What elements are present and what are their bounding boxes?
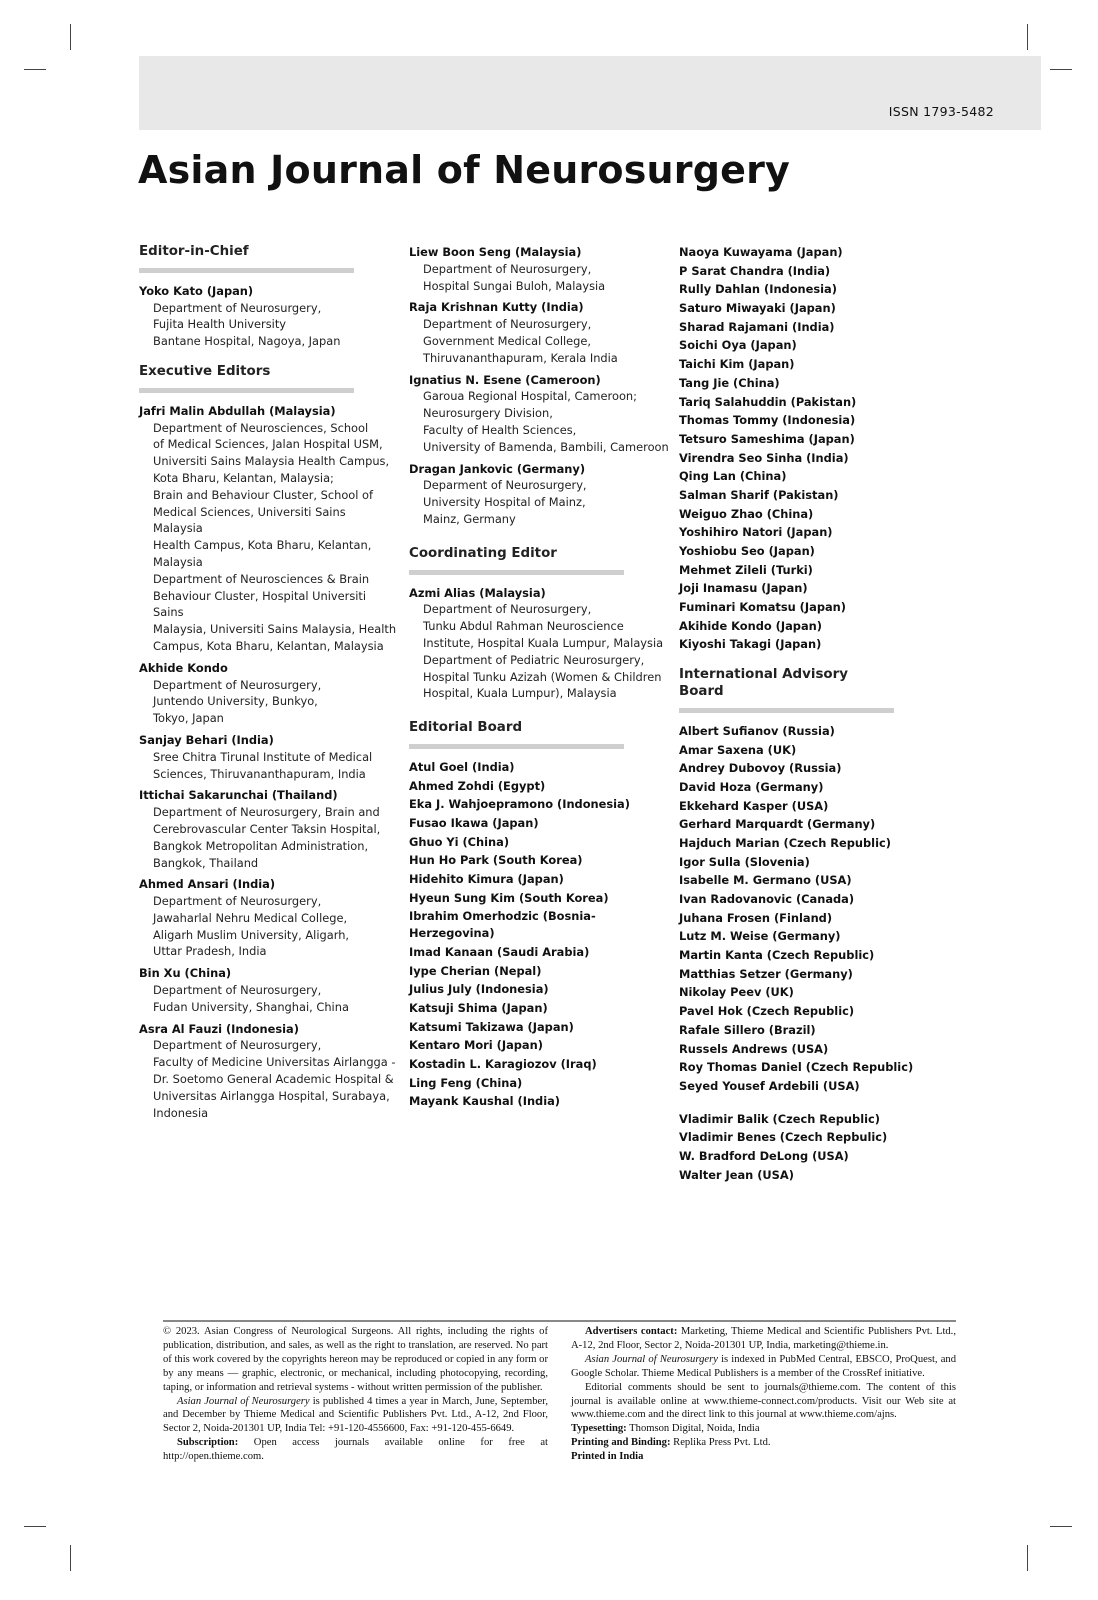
copyright-notice: © 2023. Asian Congress of Neurological Surgeons. All rights, including the rights of publication, distribution, and sales, as well as the right to translation, are reserved. No part of this work covered by the copyrights hereon may be reproduced or copied in any form or by any means — graphic, electronic, or mechanical, including photocopying, recording, taping, or information and retrieval systems - without written permission of the publisher. xyxy=(163,1326,548,1393)
board-member-name: Rafale Sillero (Brazil) xyxy=(679,1022,816,1037)
editor-affiliation-line: Aligarh Muslim University, Aligarh, xyxy=(153,927,350,942)
editorial-board-list xyxy=(409,759,669,1110)
crop-mark xyxy=(1050,69,1072,70)
editor-affiliation-line: Malaysia, Universiti Sains Malaysia, Health xyxy=(153,622,397,637)
board-member-name: Eka J. Wahjoepramono (Indonesia) xyxy=(409,797,630,812)
editor-affiliation-line: Medical Sciences, Universiti Sains Malaysia xyxy=(153,504,346,536)
crop-mark xyxy=(1050,1526,1072,1527)
board-member-name: P Sarat Chandra (India) xyxy=(679,263,831,278)
editor-affiliation-line: Indonesia xyxy=(153,1105,209,1120)
editor-affiliation-line: Department of Pediatric Neurosurgery, xyxy=(423,652,645,667)
editor-affiliation-line: Cerebrovascular Center Taksin Hospital, xyxy=(153,821,381,836)
board-member-name: Soichi Oya (Japan) xyxy=(679,338,797,353)
editor-affiliation-line: Tokyo, Japan xyxy=(153,711,224,726)
crop-mark xyxy=(24,69,46,70)
editor-affiliation-line: Uttar Pradesh, India xyxy=(153,944,267,959)
board-member-name: W. Bradford DeLong (USA) xyxy=(679,1148,849,1163)
executive-editors-continued xyxy=(409,244,669,528)
board-member-name: Atul Goel (India) xyxy=(409,759,515,774)
editor-name: Yoko Kato (Japan) xyxy=(139,283,254,298)
editor-affiliation-line: Department of Neurosurgery, xyxy=(153,894,322,909)
editor-affiliation-line: University Hospital of Mainz, xyxy=(423,495,586,510)
board-member-name: Kiyoshi Takagi (Japan) xyxy=(679,637,822,652)
international-advisory-board-list-2 xyxy=(679,1111,939,1184)
editor-affiliation-line: Department of Neurosurgery, xyxy=(423,602,592,617)
editor-entry xyxy=(409,299,669,366)
editor-affiliation-line: Brain and Behaviour Cluster, School of xyxy=(153,487,374,502)
editor-affiliation-line: Campus, Kota Bharu, Kelantan, Malaysia xyxy=(153,638,384,653)
board-member-name: Juhana Frosen (Finland) xyxy=(679,910,833,925)
editor-affiliation-line: Fujita Health University xyxy=(153,317,287,332)
editor-name: Jafri Malin Abdullah (Malaysia) xyxy=(139,403,336,418)
editor-affiliation-line: Jawaharlal Nehru Medical College, xyxy=(153,910,348,925)
board-member-name: Ahmed Zohdi (Egypt) xyxy=(409,778,546,793)
board-member-name: Martin Kanta (Czech Republic) xyxy=(679,948,875,963)
board-member-name: Andrey Dubovoy (Russia) xyxy=(679,761,842,776)
column-1 xyxy=(139,244,399,1135)
board-member-name: Mehmet Zileli (Turki) xyxy=(679,562,813,577)
editor-in-chief-list xyxy=(139,283,399,350)
editor-affiliation-line: Juntendo University, Bunkyo, xyxy=(153,694,318,709)
editor-affiliation-line: Government Medical College, xyxy=(423,333,592,348)
board-member-name: Joji Inamasu (Japan) xyxy=(679,581,808,596)
executive-editors-list xyxy=(139,403,399,1122)
journal-title: Asian Journal of Neurosurgery xyxy=(138,148,791,192)
editor-affiliation-line: Health Campus, Kota Bharu, Kelantan, xyxy=(153,538,372,553)
editor-affiliation-line: Kota Bharu, Kelantan, Malaysia; xyxy=(153,470,334,485)
editor-affiliation-line: Bangkok, Thailand xyxy=(153,855,259,870)
board-member-name: Taichi Kim (Japan) xyxy=(679,357,795,372)
column-2 xyxy=(409,244,669,1124)
editor-affiliation-line: Dr. Soetomo General Academic Hospital & xyxy=(153,1072,394,1087)
editorial-comments: Editorial comments should be sent to journals@thieme.com. The content of this journal is available online at www.thieme-connect.com/products. Visit our Web site at www.thieme.com and the direct link to this journal at www.thieme.com/ajns. xyxy=(571,1381,956,1421)
board-member-name: Fusao Ikawa (Japan) xyxy=(409,815,539,830)
board-member-name: Weiguo Zhao (China) xyxy=(679,506,814,521)
board-member-name: Roy Thomas Daniel (Czech Republic) xyxy=(679,1060,914,1075)
editor-entry xyxy=(139,732,399,782)
coordinating-editor-section xyxy=(409,546,669,702)
advertisers-contact: Advertisers contact: Marketing, Thieme Medical and Scientific Publishers Pvt. Ltd., A-12, 2nd Floor, Sector 2, Noida-201301 UP, India, marketing@thieme.in. xyxy=(571,1326,956,1351)
board-member-name: Ivan Radovanovic (Canada) xyxy=(679,892,855,907)
editor-name: Asra Al Fauzi (Indonesia) xyxy=(139,1021,299,1036)
board-member-name: Salman Sharif (Pakistan) xyxy=(679,487,839,502)
board-member-name: Hyeun Sung Kim (South Korea) xyxy=(409,890,609,905)
issn: ISSN 1793-5482 xyxy=(888,104,994,119)
board-member-name: Ekkehard Kasper (USA) xyxy=(679,798,829,813)
editor-entry xyxy=(409,585,669,703)
editor-name: Raja Krishnan Kutty (India) xyxy=(409,300,584,315)
board-member-name: Hidehito Kimura (Japan) xyxy=(409,872,564,887)
editor-name: Liew Boon Seng (Malaysia) xyxy=(409,245,582,259)
international-advisory-board-list xyxy=(679,723,939,1095)
editor-name: Bin Xu (China) xyxy=(139,966,232,981)
editor-affiliation-line: Department of Neurosurgery, xyxy=(153,1038,322,1053)
board-member-name: Igor Sulla (Slovenia) xyxy=(679,854,810,869)
editor-affiliation-line: of Medical Sciences, Jalan Hospital USM, xyxy=(153,437,383,452)
editor-affiliation-line: Bantane Hospital, Nagoya, Japan xyxy=(153,334,341,349)
column-3 xyxy=(679,244,939,1197)
editor-name: Sanjay Behari (India) xyxy=(139,732,274,747)
printing-info: Printing and Binding: Replika Press Pvt. Ltd. xyxy=(571,1437,771,1449)
typesetting-info: Typesetting: Thomson Digital, Noida, India xyxy=(571,1423,760,1435)
editor-in-chief-section xyxy=(139,244,399,350)
journal-name: Asian Journal of Neurosurgery xyxy=(177,1395,310,1407)
editor-entry xyxy=(139,660,399,727)
editor-name: Ignatius N. Esene (Cameroon) xyxy=(409,372,601,387)
board-member-name: Rully Dahlan (Indonesia) xyxy=(679,282,837,297)
crop-mark xyxy=(70,1545,71,1571)
editor-affiliation-line: Hospital Tunku Azizah (Women & Children xyxy=(423,669,662,684)
board-member-name: Pavel Hok (Czech Republic) xyxy=(679,1004,855,1019)
editor-affiliation-line: Department of Neurosurgery, xyxy=(153,983,322,998)
board-member-name: Saturo Miwayaki (Japan) xyxy=(679,301,836,316)
editor-affiliation-line: Department of Neurosurgery, xyxy=(153,300,322,315)
board-member-name: Seyed Yousef Ardebili (USA) xyxy=(679,1078,860,1093)
editor-entry xyxy=(139,1021,399,1122)
board-member-name: Akihide Kondo (Japan) xyxy=(679,618,822,633)
board-member-name: Virendra Seo Sinha (India) xyxy=(679,450,849,465)
editor-affiliation-line: Universitas Airlangga Hospital, Surabaya, xyxy=(153,1088,390,1103)
editorial-board-heading: Editorial Board xyxy=(409,720,624,749)
editor-affiliation-line: Department of Neurosurgery, xyxy=(423,317,592,332)
editor-entry xyxy=(139,787,399,871)
board-member-name: Fuminari Komatsu (Japan) xyxy=(679,600,846,615)
footer-rule xyxy=(163,1320,956,1322)
editor-affiliation-line: Department of Neurosciences & Brain xyxy=(153,571,370,586)
editor-name: Dragan Jankovic (Germany) xyxy=(409,461,586,476)
board-member-name: Tariq Salahuddin (Pakistan) xyxy=(679,394,857,409)
editor-affiliation-line: Sree Chitra Tirunal Institute of Medical xyxy=(153,749,373,764)
printed-in: Printed in India xyxy=(571,1451,644,1463)
editor-affiliation-line: Garoua Regional Hospital, Cameroon; xyxy=(423,389,637,404)
international-advisory-board-heading: International Advisory Board xyxy=(679,667,894,713)
editor-affiliation-line: Neurosurgery Division, xyxy=(423,406,553,421)
editorial-board-section xyxy=(409,720,669,1110)
editor-entry xyxy=(139,965,399,1015)
board-member-name: Vladimir Benes (Czech Repbulic) xyxy=(679,1130,888,1145)
editor-affiliation-line: Institute, Hospital Kuala Lumpur, Malaysia xyxy=(423,635,664,650)
board-member-name: Tetsuro Sameshima (Japan) xyxy=(679,431,855,446)
editor-entry xyxy=(409,244,669,294)
board-member-name: Nikolay Peev (UK) xyxy=(679,985,794,1000)
board-member-name: Lutz M. Weise (Germany) xyxy=(679,929,841,944)
editor-name: Akhide Kondo xyxy=(139,660,228,675)
editor-affiliation-line: Universiti Sains Malaysia Health Campus, xyxy=(153,454,390,469)
international-advisory-board-section xyxy=(679,667,939,1183)
editor-affiliation-line: Hospital, Kuala Lumpur), Malaysia xyxy=(423,686,617,701)
board-member-name: Qing Lan (China) xyxy=(679,469,787,484)
editor-affiliation-line: Bangkok Metropolitan Administration, xyxy=(153,838,369,853)
editor-in-chief-heading: Editor-in-Chief xyxy=(139,244,354,273)
editor-affiliation-line: Department of Neurosurgery, xyxy=(153,677,322,692)
editorial-board-continued xyxy=(679,244,939,653)
journal-name: Asian Journal of Neurosurgery xyxy=(585,1353,718,1365)
editor-affiliation-line: Hospital Sungai Buloh, Malaysia xyxy=(423,278,606,293)
editor-affiliation-line: Thiruvananthapuram, Kerala India xyxy=(423,350,618,365)
board-member-name: Kentaro Mori (Japan) xyxy=(409,1038,543,1053)
editor-entry xyxy=(139,876,399,960)
editor-affiliation-line: Department of Neurosurgery, Brain and xyxy=(153,805,380,820)
board-member-name: Russels Andrews (USA) xyxy=(679,1041,829,1056)
board-member-name: Gerhard Marquardt (Germany) xyxy=(679,817,876,832)
editor-affiliation-line: Tunku Abdul Rahman Neuroscience xyxy=(423,619,624,634)
indexing-info: Asian Journal of Neurosurgery is indexed in PubMed Central, EBSCO, ProQuest, and Google Scholar. Thieme Medical Publishers is a member of the CrossRef initiative. xyxy=(571,1353,956,1379)
editor-entry xyxy=(139,403,399,655)
editor-affiliation-line: Deparment of Neurosurgery, xyxy=(423,478,587,493)
board-member-name: Julius July (Indonesia) xyxy=(409,982,549,997)
editor-affiliation-line: Fudan University, Shanghai, China xyxy=(153,999,349,1014)
crop-mark xyxy=(1027,24,1028,50)
board-member-name: Imad Kanaan (Saudi Arabia) xyxy=(409,944,590,959)
editor-name: Ittichai Sakarunchai (Thailand) xyxy=(139,788,338,803)
editor-affiliation-line: Faculty of Health Sciences, xyxy=(423,422,577,437)
board-member-name: Ling Feng (China) xyxy=(409,1075,523,1090)
board-member-name: Matthias Setzer (Germany) xyxy=(679,966,853,981)
board-member-name: David Hoza (Germany) xyxy=(679,779,824,794)
editor-entry xyxy=(409,461,669,528)
editor-affiliation-line: Sciences, Thiruvananthapuram, India xyxy=(153,766,366,781)
executive-editors-heading: Executive Editors xyxy=(139,364,354,393)
board-member-name: Iype Cherian (Nepal) xyxy=(409,963,542,978)
editor-affiliation-line: Malaysia xyxy=(153,554,203,569)
board-member-name: Hun Ho Park (South Korea) xyxy=(409,853,583,868)
subscription-info: Subscription: Open access journals available online for free at http://open.thieme.com. xyxy=(163,1437,548,1463)
editor-affiliation-line: Behaviour Cluster, Hospital Universiti Sains xyxy=(153,588,367,620)
board-member-name: Tang Jie (China) xyxy=(679,375,780,390)
board-member-name: Kostadin L. Karagiozov (Iraq) xyxy=(409,1057,597,1072)
board-member-name: Sharad Rajamani (India) xyxy=(679,319,835,334)
editor-affiliation-line: Department of Neurosciences, School xyxy=(153,420,369,435)
board-member-name: Yoshiobu Seo (Japan) xyxy=(679,544,815,558)
crop-mark xyxy=(1027,1545,1028,1571)
board-member-name: Yoshihiro Natori (Japan) xyxy=(679,525,833,540)
board-member-name: Vladimir Balik (Czech Republic) xyxy=(679,1111,880,1126)
crop-mark xyxy=(24,1526,46,1527)
board-member-name: Mayank Kaushal (India) xyxy=(409,1094,561,1109)
editor-entry xyxy=(139,283,399,350)
board-member-name: Amar Saxena (UK) xyxy=(679,742,797,757)
coordinating-editor-heading: Coordinating Editor xyxy=(409,546,624,575)
board-member-name: Albert Sufianov (Russia) xyxy=(679,723,835,738)
editor-affiliation-line: University of Bamenda, Bambili, Cameroon xyxy=(423,439,669,454)
board-member-name: Walter Jean (USA) xyxy=(679,1167,794,1182)
editor-affiliation-line: Mainz, Germany xyxy=(423,511,516,526)
editor-name: Ahmed Ansari (India) xyxy=(139,877,276,892)
board-member-name: Naoya Kuwayama (Japan) xyxy=(679,245,843,259)
footer-right xyxy=(571,1325,956,1464)
board-member-name: Hajduch Marian (Czech Republic) xyxy=(679,835,891,850)
board-member-name: Katsuji Shima (Japan) xyxy=(409,1000,548,1015)
publication-info: Asian Journal of Neurosurgery is published 4 times a year in March, June, September, and December by Thieme Medical and Scientific Publishers Pvt. Ltd., A-12, 2nd Floor, Sector 2, Noida-201301 UP, India Tel: +91-120-4556600, Fax: +91-120-455-6649. xyxy=(163,1395,548,1435)
board-member-name: Ibrahim Omerhodzic (Bosnia-Herzegovina) xyxy=(409,909,596,941)
editor-affiliation-line: Department of Neurosurgery, xyxy=(423,261,592,276)
editor-affiliation-line: Faculty of Medicine Universitas Airlangga - xyxy=(153,1055,396,1070)
editor-entry xyxy=(409,372,669,456)
footer-left xyxy=(163,1325,548,1464)
coordinating-editor-list xyxy=(409,585,669,703)
editor-name: Azmi Alias (Malaysia) xyxy=(409,585,546,600)
board-member-name: Katsumi Takizawa (Japan) xyxy=(409,1019,574,1034)
board-member-name: Isabelle M. Germano (USA) xyxy=(679,873,852,888)
crop-mark xyxy=(70,24,71,50)
board-member-name: Thomas Tommy (Indonesia) xyxy=(679,413,856,428)
board-member-name: Ghuo Yi (China) xyxy=(409,834,510,849)
executive-editors-section xyxy=(139,364,399,1121)
